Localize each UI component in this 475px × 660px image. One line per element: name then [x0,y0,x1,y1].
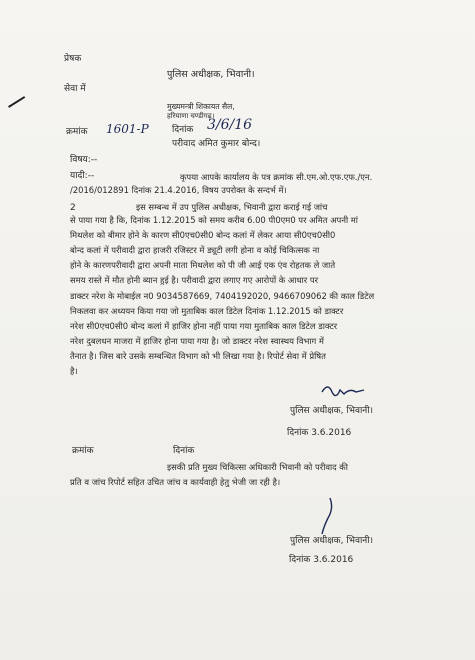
para2-line: मिथलेश को बीमार होने के कारण सी0एच0सी0 बोन्द कलां में लेकर आया सी0एच0सी0 [70,230,336,240]
subject-label: विषय:-- [70,155,98,165]
signature1-title: पुलिस अधीक्षक, भिवानी। [290,406,374,416]
date-value: 3/6/16 [207,117,253,133]
signature1-date: दिनांक 3.6.2016 [287,428,352,438]
para1-line: कृपया आपके कार्यालय के पत्र क्रमांक सी.एम.ओ.एफ.एफ./एन. [180,172,373,182]
complaint-line: परीवाद अमित कुमार बोन्द। [172,139,261,149]
para2-line: से पाया गया है कि, दिनांक 1.12.2015 को समय करीब 6.00 पी0एम0 पर अमित अपनी मां [70,215,358,225]
signature2-title: पुलिस अधीक्षक, भिवानी। [290,536,374,546]
para2-line: है। [70,366,78,376]
margin-mark [8,96,25,107]
sender2-label: यादी:-- [70,171,95,181]
para2-line: समय रास्ते में मौत होनी ब्यान हुई है। परीवादी द्वारा लगाए गए आरोपों के आधार पर [70,275,319,285]
copy-ref-label: क्रमांक [72,446,94,456]
copy-date-label: दिनांक [173,446,195,456]
recipient-line-1: मुख्यमन्त्री शिकायत सैल, [167,102,235,111]
para-number: 2 [70,203,76,213]
para2-line: नरेश सी0एच0सी0 बोन्द कलां में हाजिर होना नहीं पाया गया मुताबिक काल डिटेल डाक्टर [70,321,338,331]
copy-line: प्रति व जांच रिपोर्ट सहित उचित जांच व कार्यवाही हेतु भेजी जा रही है। [70,477,281,487]
recipient-line-2: हरियाणा चण्डीगढ़। [167,112,215,120]
para2-line: बोन्द कलां में परीवादी द्वारा हाजरी रजिस्टर में ड्यूटी लगी होना व कोई चिकित्सक ना [70,245,320,255]
signature-mark [316,496,340,536]
sender-label: प्रेषक [64,54,82,64]
para2-line: होने के कारणपरीवादी द्वारा अपनी माता मिथलेश को पी जी आई एक एंव रोहतक ले जाते [70,260,336,270]
para2-line: निकलवा कर अध्ययन किया गया जो मुताबिक काल डिटेल दिनांक 1.12.2015 को डाक्टर [70,306,344,316]
date-label: दिनांक [172,125,194,135]
copy-line: इसकी प्रति मुख्य चिकित्सा अधिकारी भिवानी को परीवाद की [167,462,348,472]
para2-line: इस सम्बन्ध में उप पुलिस अधीक्षक, भिवानी द्वारा कराई गई जांच [136,202,328,212]
sender-name: पुलिस अधीक्षक, भिवानी। [167,69,255,80]
para2-line: डाक्टर नरेश के मोबाईल न0 9034587669, 7404192020, 9466709062 की काल डिटेल [70,291,375,301]
ref-label: क्रमांक [66,127,88,137]
ref-number: 1601-P [106,122,149,136]
to-label: सेवा में [64,84,86,94]
signature2-date: दिनांक 3.6.2016 [289,555,354,565]
para2-line: नरेश दुबलधन माजरा में हाजिर होना पाया गया है। जो डाक्टर नरेश स्वास्थय विभाग में [70,336,324,346]
signature-mark [320,380,370,402]
para2-line: तैनात है। जिस बारे उसके सम्बन्धित विभाग को भी लिखा गया है। रिपोर्ट सेवा में प्रेषित [70,351,326,361]
para1-line: /2016/012891 दिनांक 21.4.2016, विषय उपरोक्त के सन्दर्भ में। [70,185,287,195]
